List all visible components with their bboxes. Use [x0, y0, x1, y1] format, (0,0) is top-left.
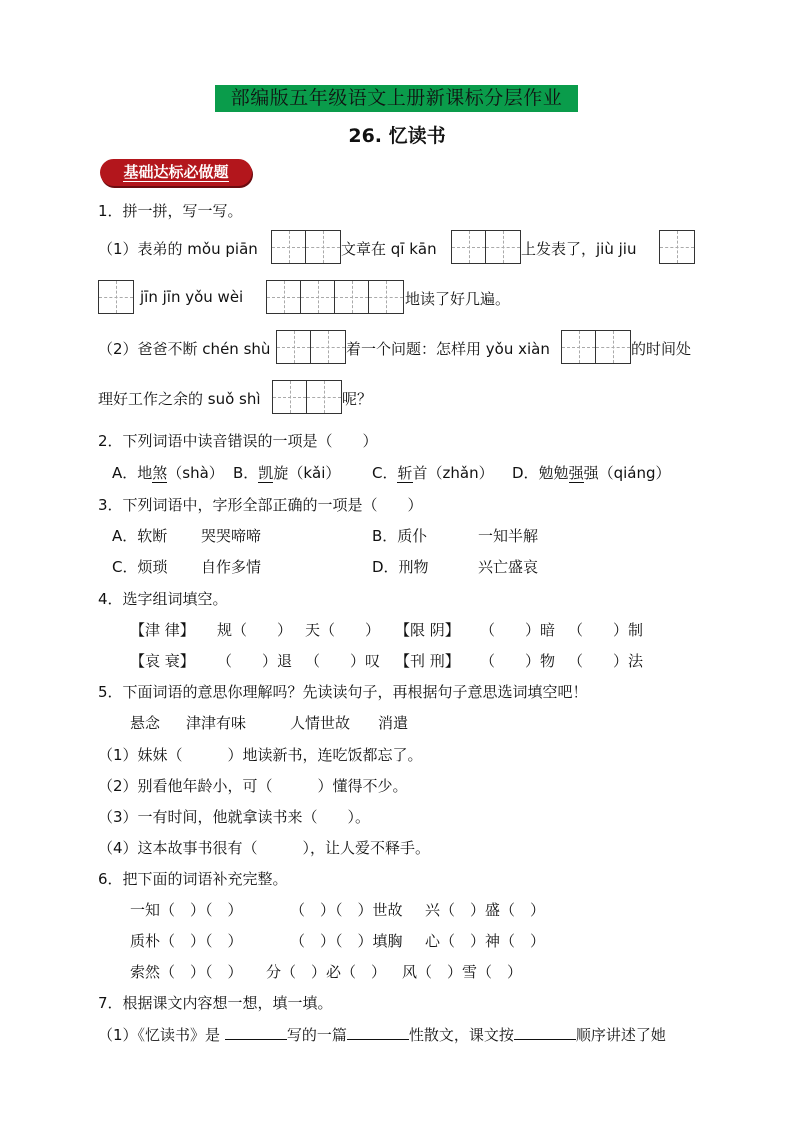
q1-grid-suoshi[interactable] — [272, 380, 342, 414]
q1-grid-jinjinyouwei[interactable] — [266, 280, 404, 314]
q3-stem: 3．下列词语中，字形全部正确的一项是（ ） — [98, 496, 423, 514]
q1-s2-c: 的时间处 — [631, 340, 692, 358]
q4-group-2-label: 【限 阴】 — [395, 621, 460, 639]
q3-option-b-word: 一知半解 — [478, 527, 539, 545]
q3-option-a-word: 哭哭啼啼 — [201, 527, 262, 545]
q1-s1-d: jīn jīn yǒu wèi — [140, 288, 244, 306]
q4-blank[interactable]: 天（ ） — [305, 621, 381, 639]
q4-blank[interactable]: 规（ ） — [217, 621, 293, 639]
q5-word-option: 人情世故 — [290, 714, 351, 732]
q5-word-option: 津津有味 — [186, 714, 247, 732]
q4-blank[interactable]: （ ）暗 — [480, 621, 556, 639]
header-banner: 部编版五年级语文上册新课标分层作业 — [215, 85, 578, 112]
q6-idiom[interactable]: 风（ ）雪（ ） — [402, 963, 523, 981]
q5-sentence-4: （4）这本故事书很有（ ），让人爱不释手。 — [98, 839, 431, 857]
q2-stem: 2．下列词语中读音错误的一项是（ ） — [98, 432, 378, 450]
q2-option-d[interactable]: D．勉勉强强（qiáng） — [512, 464, 671, 482]
q4-group-1-label: 【津 律】 — [130, 621, 195, 639]
q3-option-a[interactable]: A．软断 — [112, 527, 168, 545]
q1-grid-qikan[interactable] — [451, 230, 521, 264]
q4-group-3-label: 【哀 衰】 — [130, 652, 195, 670]
q3-option-c[interactable]: C．烦琐 — [112, 558, 168, 576]
q4-group-4-label: 【刊 刑】 — [395, 652, 460, 670]
q6-idiom[interactable]: 分（ ）必（ ） — [266, 963, 387, 981]
q1-grid-chenshu[interactable] — [276, 330, 346, 364]
q2-option-c[interactable]: C．斩首（zhǎn） — [372, 464, 494, 482]
q7-line-1: （1）《忆读书》是 写的一篇 性散文，课文按 顺序讲述了她 — [98, 1026, 666, 1044]
section-badge-label: 基础达标必做题 — [123, 163, 229, 181]
q2-option-b[interactable]: B．凯旋（kǎi） — [233, 464, 341, 482]
q6-idiom[interactable]: 索然（ ）（ ） — [130, 963, 243, 981]
q1-s1-e: 地读了好几遍。 — [405, 290, 511, 308]
q4-blank[interactable]: （ ）物 — [480, 652, 556, 670]
q1-grid-moupian[interactable] — [271, 230, 341, 264]
q3-option-d[interactable]: D．刑物 — [372, 558, 429, 576]
q4-blank[interactable]: （ ）法 — [568, 652, 644, 670]
q6-idiom[interactable]: 兴（ ）盛（ ） — [425, 901, 546, 919]
q1-stem: 1．拼一拼，写一写。 — [98, 202, 243, 220]
q6-idiom[interactable]: 心（ ）神（ ） — [425, 932, 546, 950]
q5-sentence-1: （1）妹妹（ ）地读新书，连吃饭都忘了。 — [98, 746, 423, 764]
q5-sentence-2: （2）别看他年龄小，可（ ）懂得不少。 — [98, 777, 408, 795]
q2-option-a[interactable]: A．地煞（shà） — [112, 464, 224, 482]
q1-s2-b: 着一个问题：怎样用 yǒu xiàn — [346, 340, 550, 358]
q1-s2-d: 理好工作之余的 suǒ shì — [98, 390, 261, 408]
q1-grid-jiujiu-1[interactable] — [659, 230, 695, 264]
q1-grid-youxian[interactable] — [561, 330, 631, 364]
section-badge — [100, 159, 252, 186]
q3-option-c-word: 自作多情 — [201, 558, 262, 576]
q1-s2-a: （2）爸爸不断 chén shù — [98, 340, 271, 358]
q1-s2-e: 呢？ — [342, 390, 373, 408]
q7-blank-author[interactable] — [225, 1025, 287, 1040]
q7-stem: 7．根据课文内容想一想，填一填。 — [98, 994, 333, 1012]
page-title: 26. 忆读书 — [348, 125, 446, 147]
q6-idiom[interactable]: （ ）（ ）填胸 — [290, 932, 403, 950]
q3-option-d-word: 兴亡盛哀 — [478, 558, 539, 576]
q5-word-option: 消遣 — [378, 714, 409, 732]
q7-blank-type[interactable] — [347, 1025, 409, 1040]
q4-blank[interactable]: （ ）制 — [568, 621, 644, 639]
q4-stem: 4．选字组词填空。 — [98, 590, 228, 608]
q6-idiom[interactable]: 质朴（ ）（ ） — [130, 932, 243, 950]
q1-s1-a: （1）表弟的 mǒu piān — [98, 240, 258, 258]
q3-option-b[interactable]: B．质仆 — [372, 527, 428, 545]
q6-idiom[interactable]: （ ）（ ）世故 — [290, 901, 403, 919]
q7-blank-order[interactable] — [514, 1025, 576, 1040]
q1-s1-b: 文章在 qī kān — [341, 240, 437, 258]
q5-word-option: 悬念 — [130, 714, 161, 732]
q6-stem: 6．把下面的词语补充完整。 — [98, 870, 288, 888]
q5-stem: 5．下面词语的意思你理解吗？先读读句子，再根据句子意思选词填空吧！ — [98, 683, 588, 701]
q5-sentence-3: （3）一有时间，他就拿读书来（ ）。 — [98, 808, 371, 826]
q4-blank[interactable]: （ ）叹 — [305, 652, 381, 670]
q1-s1-c: 上发表了，jiù jiu — [521, 240, 637, 258]
q4-blank[interactable]: （ ）退 — [217, 652, 293, 670]
q6-idiom[interactable]: 一知（ ）（ ） — [130, 901, 243, 919]
q1-grid-jiujiu-2[interactable] — [98, 280, 134, 314]
